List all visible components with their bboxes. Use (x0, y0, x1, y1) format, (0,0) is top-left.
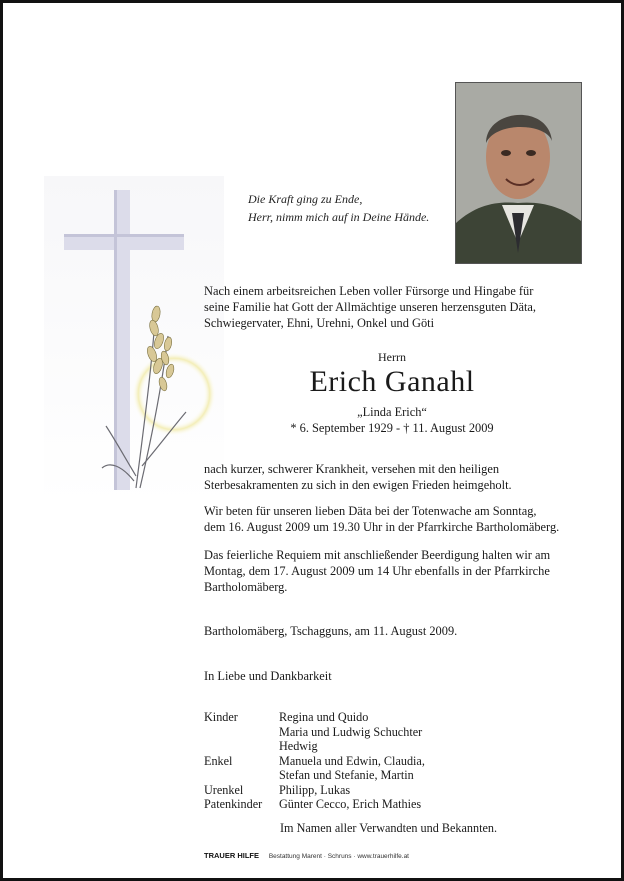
family-list (204, 710, 584, 812)
family-names: Maria und Ludwig Schuchter (279, 724, 423, 739)
family-relation: Patenkinder (204, 797, 263, 811)
family-row (204, 710, 584, 725)
family-names: Philipp, Lukas (279, 782, 351, 797)
family-relation (204, 739, 279, 754)
cross-wheat-illustration (44, 176, 224, 506)
family-names: Stefan und Stefanie, Martin (279, 768, 414, 782)
requiem-line: Das feierliche Requiem mit anschließender Beerdigung halten wir am (204, 548, 551, 562)
death-paragraph (204, 461, 584, 493)
deceased-name: Erich Ganahl (309, 365, 475, 398)
vigil-paragraph (204, 503, 584, 535)
family-row (204, 797, 584, 812)
intro-line: Schwiegervater, Ehni, Urehni, Onkel und Göti (204, 316, 435, 330)
family-row (204, 739, 584, 754)
family-row (204, 783, 584, 798)
portrait-image (456, 83, 581, 263)
deceased-nickname: „Linda Erich“ (357, 405, 427, 419)
family-relation (204, 768, 279, 783)
family-relation: Kinder (204, 710, 238, 724)
family-names: Günter Cecco, Erich Mathies (279, 797, 422, 811)
love-line: In Liebe und Dankbarkeit (204, 669, 332, 683)
intro-line: Nach einem arbeitsreichen Leben voller Fürsorge und Hingabe für (204, 284, 534, 298)
place-date: Bartholomäberg, Tschagguns, am 11. August 2009. (204, 624, 458, 638)
closing-line: Im Namen aller Verwandten und Bekannten. (280, 821, 498, 835)
family-names: Hedwig (279, 739, 318, 753)
death-line: Sterbesakramenten zu sich in den ewigen Frieden heimgeholt. (204, 478, 512, 492)
family-row (204, 754, 584, 769)
requiem-line: Montag, dem 17. August 2009 um 14 Uhr ebenfalls in der Pfarrkirche (204, 564, 550, 578)
requiem-line: Bartholomäberg. (204, 580, 288, 594)
family-relation: Enkel (204, 753, 233, 768)
motto-line-1: Die Kraft ging zu Ende, (248, 192, 363, 206)
footer-brand: TRAUER HILFE (204, 851, 259, 860)
family-row (204, 768, 584, 783)
family-names: Regina und Quido (279, 710, 369, 724)
family-relation: Urenkel (204, 782, 244, 797)
family-names: Manuela und Edwin, Claudia, (279, 753, 425, 768)
vigil-line: dem 16. August 2009 um 19.30 Uhr in der Pfarrkirche Bartholomäberg. (204, 520, 560, 534)
requiem-paragraph (204, 547, 584, 595)
death-line: nach kurzer, schwerer Krankheit, versehen mit den heiligen (204, 462, 500, 476)
intro-paragraph (204, 283, 584, 331)
motto (248, 190, 429, 226)
family-relation (204, 725, 279, 740)
birth-death-dates: * 6. September 1929 - † 11. August 2009 (290, 421, 494, 435)
intro-line: seine Familie hat Gott der Allmächtige unseren herzensguten Däta, (204, 300, 537, 314)
portrait-photo (455, 82, 582, 264)
family-row (204, 725, 584, 740)
vigil-line: Wir beten für unseren lieben Däta bei der Totenwache am Sonntag, (204, 504, 537, 518)
salutation: Herrn (378, 350, 406, 364)
motto-line-2: Herr, nimm mich auf in Deine Hände. (248, 210, 430, 224)
footer (204, 851, 409, 860)
footer-text: Bestattung Marent · Schruns · www.trauerhilfe.at (268, 853, 409, 860)
